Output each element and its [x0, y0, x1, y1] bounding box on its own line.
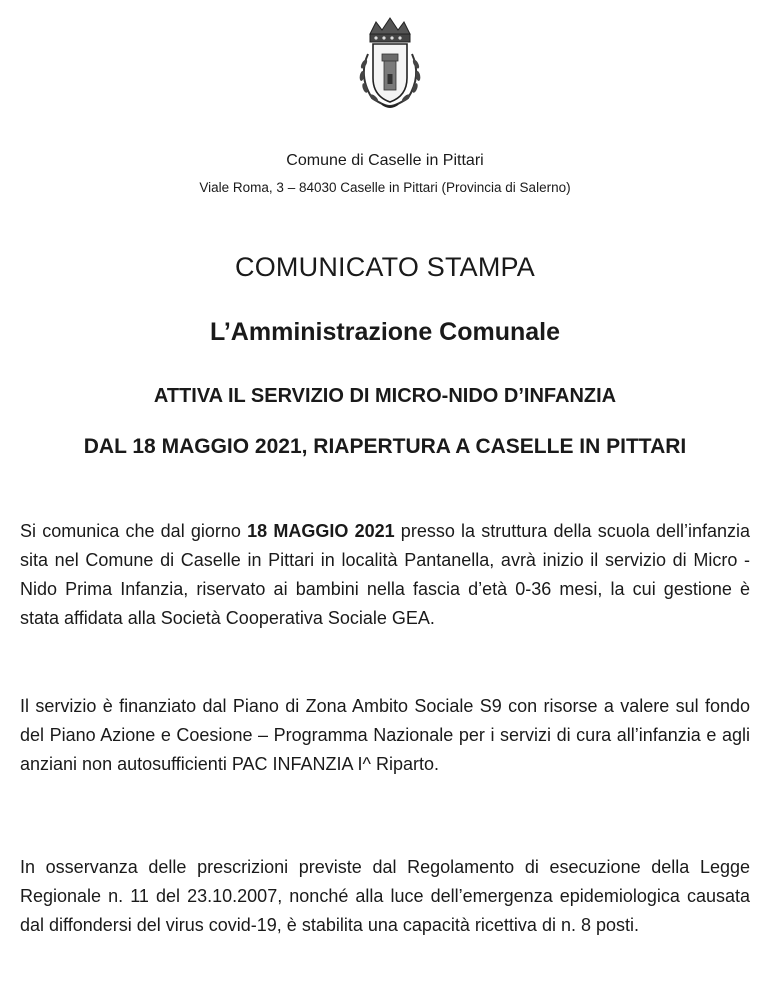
- administration-heading: L’Amministrazione Comunale: [209, 318, 561, 346]
- paragraph-funding: Il servizio è finanziato dal Piano di Zona Ambito Sociale S9 con risorse a valere sul fondo del Piano Azione e Coesione – Programma Nazionale per i servizi di cura all’infanzia e agli anziani non autosufficienti PAC INFANZIA I^ Riparto.: [20, 696, 750, 774]
- press-release-heading: COMUNICATO STAMPA: [235, 252, 535, 282]
- announcement-intro: Si comunica che dal giorno: [20, 521, 248, 541]
- announcement-details: presso la struttura della scuola dell’infanzia sita nel Comune di Caselle in Pittari in località Pantanella, avrà inizio il servizio di Micro - Nido Prima Infanzia, riservato ai bambini nella fascia d’età 0-36 mesi, la cui gestione è stata affidata alla Società Cooperativa Sociale GEA.: [20, 521, 751, 628]
- service-activation-heading: ATTIVA IL SERVIZIO DI MICRO-NIDO D’INFANZIA: [153, 385, 617, 407]
- municipality-name: Comune di Caselle in Pittari: [286, 152, 484, 169]
- start-date: 18 MAGGIO 2021: [247, 521, 395, 541]
- reopening-heading: DAL 18 MAGGIO 2021, RIAPERTURA A CASELLE IN PITTARI: [83, 435, 687, 458]
- municipality-address: Viale Roma, 3 – 84030 Caselle in Pittari (Provincia di Salerno): [199, 180, 571, 195]
- paragraph-announcement: [20, 517, 750, 633]
- municipal-coat-of-arms: [340, 14, 440, 114]
- paragraph-capacity: In osservanza delle prescrizioni previste dal Regolamento di esecuzione della Legge Regionale n. 11 del 23.10.2007, nonché alla luce dell’emergenza epidemiologica causata dal diffondersi del virus covid-19, è stabilita una capacità ricettiva di n. 8 posti.: [20, 857, 750, 935]
